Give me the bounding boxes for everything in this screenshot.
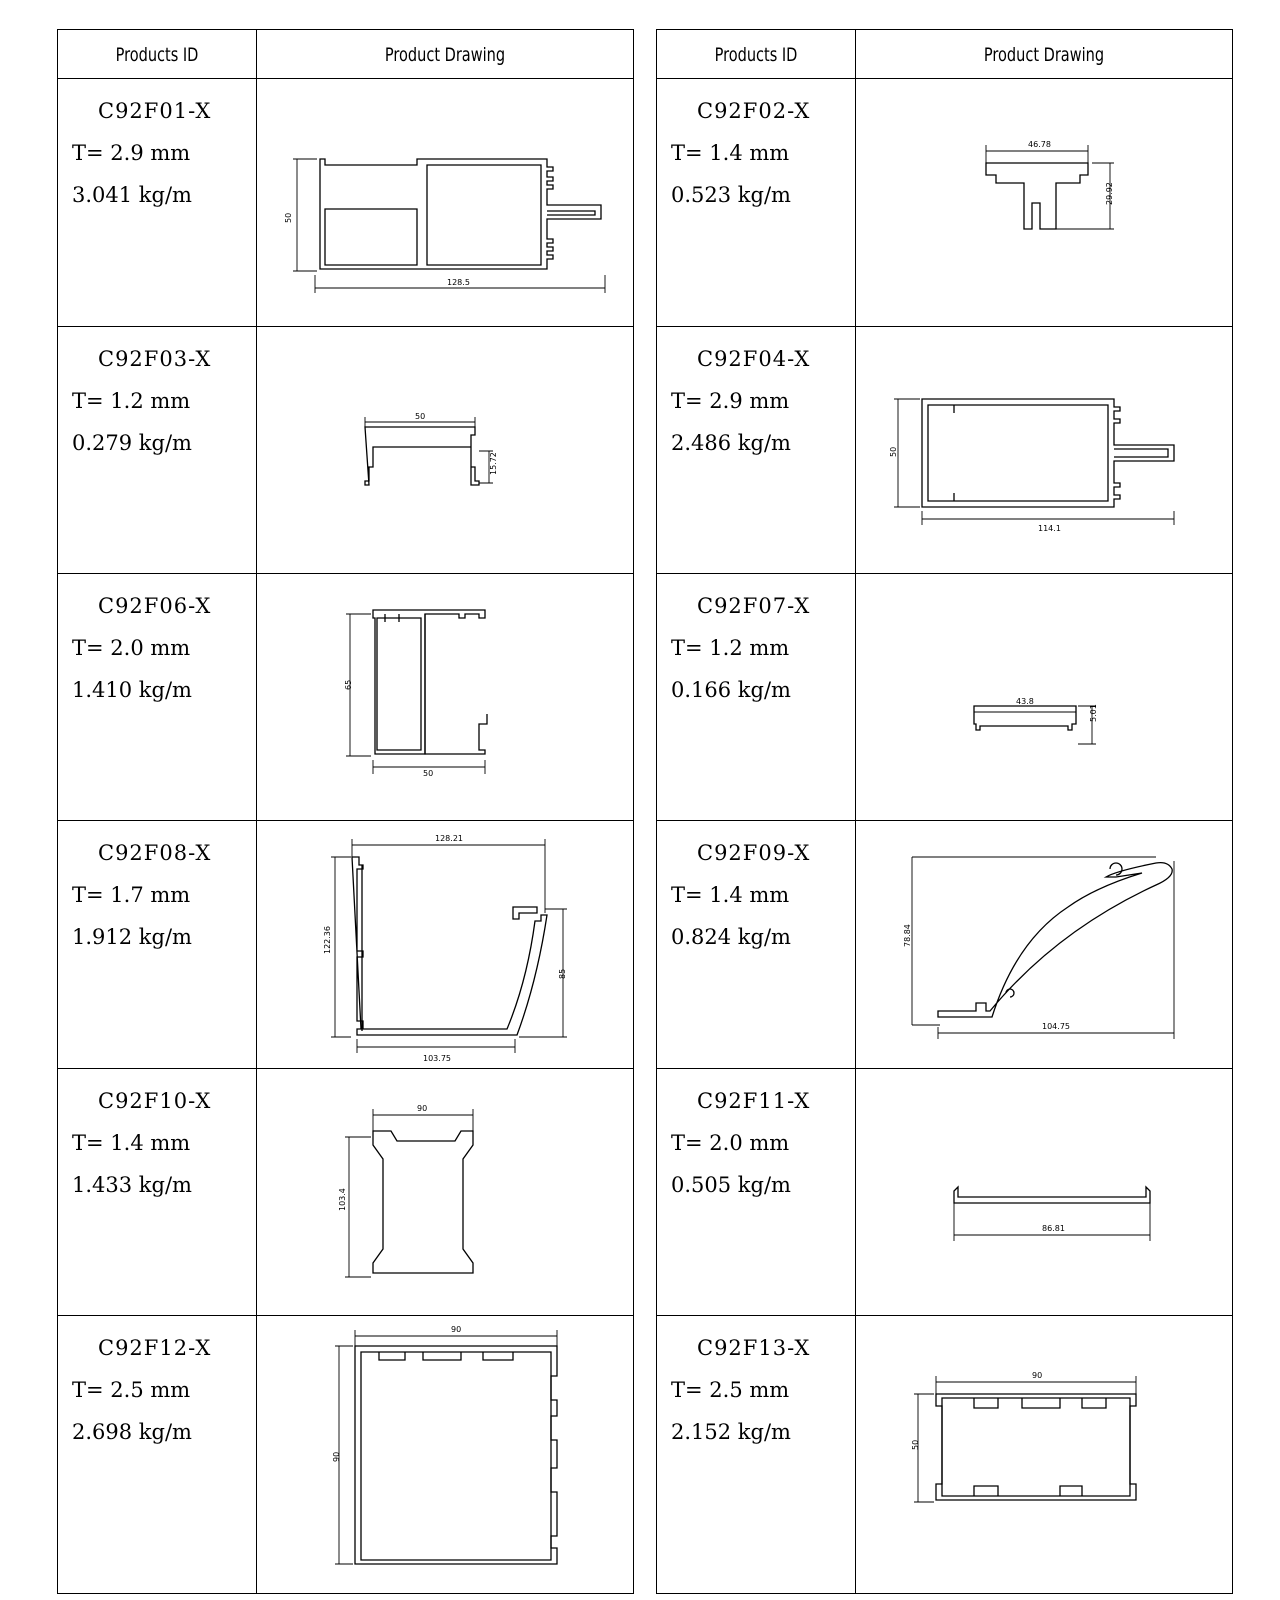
product-id: C92F07-X xyxy=(697,594,811,618)
thickness: T= 1.2 mm xyxy=(72,389,191,413)
dim-label: 50 xyxy=(911,1439,920,1450)
product-drawing xyxy=(856,327,1232,573)
product-id: C92F06-X xyxy=(98,594,212,618)
dim-label: 90 xyxy=(332,1451,341,1462)
weight: 0.505 kg/m xyxy=(671,1173,791,1197)
product-drawing xyxy=(856,574,1232,820)
product-id: C92F03-X xyxy=(98,347,212,371)
dim-label: 43.8 xyxy=(1016,697,1034,706)
weight: 2.486 kg/m xyxy=(671,431,791,455)
product-id: C92F08-X xyxy=(98,841,212,865)
product-info xyxy=(72,338,252,464)
dim-label: 46.78 xyxy=(1028,140,1051,149)
dim-label: 50 xyxy=(415,412,426,421)
profile-drawing-c92f10 xyxy=(257,1069,633,1315)
weight: 0.279 kg/m xyxy=(72,431,192,455)
thickness: T= 1.4 mm xyxy=(671,141,790,165)
product-info xyxy=(671,585,851,711)
product-id: C92F04-X xyxy=(697,347,811,371)
product-info xyxy=(72,585,252,711)
product-drawing xyxy=(257,327,633,573)
dim-label: 5.01 xyxy=(1089,704,1098,722)
weight: 0.523 kg/m xyxy=(671,183,791,207)
thickness: T= 1.2 mm xyxy=(671,636,790,660)
profile-drawing-c92f13 xyxy=(856,1316,1232,1592)
weight: 3.041 kg/m xyxy=(72,183,192,207)
dim-label: 50 xyxy=(889,446,898,457)
dim-label: 86.81 xyxy=(1042,1224,1065,1233)
product-info xyxy=(671,90,851,216)
dim-label: 122.36 xyxy=(323,926,332,954)
dim-label: 50 xyxy=(284,212,293,223)
thickness: T= 1.7 mm xyxy=(72,883,191,907)
dim-label: 90 xyxy=(417,1104,428,1113)
product-drawing xyxy=(257,1069,633,1315)
profile-drawing-c92f09 xyxy=(856,821,1232,1068)
product-id: C92F02-X xyxy=(697,99,811,123)
thickness: T= 2.5 mm xyxy=(72,1378,191,1402)
thickness: T= 2.0 mm xyxy=(671,1131,790,1155)
thickness: T= 1.4 mm xyxy=(72,1131,191,1155)
thickness: T= 2.5 mm xyxy=(671,1378,790,1402)
product-id: C92F12-X xyxy=(98,1336,212,1360)
product-id: C92F13-X xyxy=(697,1336,811,1360)
dim-label: 78.84 xyxy=(903,924,912,947)
weight: 1.410 kg/m xyxy=(72,678,192,702)
product-table-right xyxy=(656,29,1233,1594)
product-info xyxy=(671,338,851,464)
product-info xyxy=(671,832,851,958)
dim-label: 128.21 xyxy=(435,834,463,843)
profile-drawing-c92f02 xyxy=(856,79,1232,326)
product-info xyxy=(671,1327,851,1453)
profile-drawing-c92f12 xyxy=(257,1316,633,1592)
product-drawing xyxy=(856,821,1232,1068)
profile-drawing-c92f04 xyxy=(856,327,1232,573)
thickness: T= 2.0 mm xyxy=(72,636,191,660)
product-drawing xyxy=(856,1069,1232,1315)
profile-drawing-c92f11 xyxy=(856,1069,1232,1315)
product-info xyxy=(72,832,252,958)
weight: 1.433 kg/m xyxy=(72,1173,192,1197)
weight: 1.912 kg/m xyxy=(72,925,192,949)
product-drawing xyxy=(856,79,1232,326)
dim-label: 90 xyxy=(451,1325,462,1334)
product-info xyxy=(72,90,252,216)
dim-label: 85 xyxy=(558,968,567,979)
product-id: C92F09-X xyxy=(697,841,811,865)
dim-label: 29.92 xyxy=(1105,182,1114,205)
product-drawing xyxy=(856,1316,1232,1593)
header-product-drawing: Product Drawing xyxy=(384,44,506,66)
profile-drawing-c92f01 xyxy=(257,79,633,326)
product-id: C92F11-X xyxy=(697,1089,811,1113)
profile-drawing-c92f07 xyxy=(856,574,1232,820)
dim-label: 103.75 xyxy=(423,1054,451,1063)
product-table-left xyxy=(57,29,634,1594)
thickness: T= 2.9 mm xyxy=(671,389,790,413)
product-info xyxy=(72,1080,252,1206)
product-id: C92F10-X xyxy=(98,1089,212,1113)
header-products-id: Products ID xyxy=(115,44,199,66)
product-drawing xyxy=(257,1316,633,1593)
profile-drawing-c92f03 xyxy=(257,327,633,573)
profile-drawing-c92f06 xyxy=(257,574,633,820)
dim-label: 15.72 xyxy=(489,452,498,475)
dim-label: 104.75 xyxy=(1042,1022,1070,1031)
weight: 2.152 kg/m xyxy=(671,1420,791,1444)
header-products-id: Products ID xyxy=(714,44,798,66)
product-drawing xyxy=(257,821,633,1068)
product-info xyxy=(671,1080,851,1206)
dim-label: 50 xyxy=(423,769,434,778)
dim-label: 114.1 xyxy=(1038,524,1061,533)
thickness: T= 1.4 mm xyxy=(671,883,790,907)
weight: 0.824 kg/m xyxy=(671,925,791,949)
weight: 0.166 kg/m xyxy=(671,678,791,702)
product-info xyxy=(72,1327,252,1453)
thickness: T= 2.9 mm xyxy=(72,141,191,165)
product-drawing xyxy=(257,574,633,820)
dim-label: 65 xyxy=(344,679,353,690)
dim-label: 128.5 xyxy=(447,278,470,287)
profile-drawing-c92f08 xyxy=(257,821,633,1068)
product-drawing xyxy=(257,79,633,326)
weight: 2.698 kg/m xyxy=(72,1420,192,1444)
header-product-drawing: Product Drawing xyxy=(983,44,1105,66)
dim-label: 103.4 xyxy=(338,1188,347,1211)
product-id: C92F01-X xyxy=(98,99,212,123)
dim-label: 90 xyxy=(1032,1371,1043,1380)
